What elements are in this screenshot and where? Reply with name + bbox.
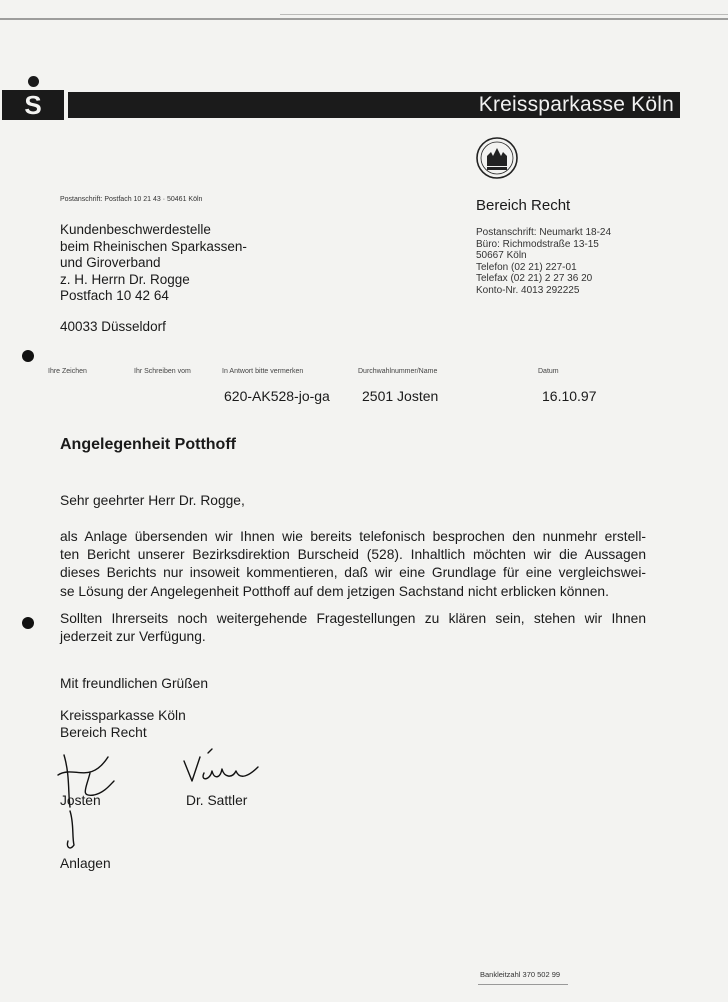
direct-dial: 2501 Josten — [362, 388, 439, 404]
scan-edge-line — [0, 18, 728, 20]
body-line: als Anlage übersenden wir Ihnen wie bereits telefonisch besprochen den nunmehr erstell- — [60, 529, 646, 544]
body-line: Sollten Ihrerseits noch weitergehende Fragestellungen zu klären sein, stehen wir Ihnen — [60, 611, 646, 626]
contact-line: Telefon (02 21) 227-01 — [476, 261, 577, 273]
our-reference: 620-AK528-jo-ga — [224, 388, 330, 404]
contact-line: Telefax (02 21) 2 27 36 20 — [476, 273, 593, 284]
contact-line: 50667 Köln — [476, 250, 527, 261]
contact-line: Postanschrift: Neumarkt 18-24 — [476, 227, 612, 238]
subject-line: Angelegenheit Potthoff — [60, 436, 236, 453]
department-title: Bereich Recht — [476, 197, 571, 214]
label-our-ref: In Antwort bitte vermerken — [222, 368, 304, 375]
recipient-line: Postfach 10 42 64 — [60, 288, 169, 303]
city-seal-icon — [475, 136, 519, 180]
bank-name: Kreissparkasse Köln — [478, 93, 674, 116]
signer-sattler: Dr. Sattler — [186, 793, 248, 808]
contact-line: Konto-Nr. 4013 292225 — [476, 284, 580, 296]
signature-sattler — [178, 745, 268, 793]
recipient-address — [60, 222, 247, 305]
body-line: jederzeit zur Verfügung. — [60, 629, 206, 645]
logo-dot — [28, 76, 39, 87]
closing: Mit freundlichen Grüßen — [60, 676, 208, 691]
sparkasse-logo-glyph: S — [24, 90, 42, 120]
letter-date: 16.10.97 — [542, 388, 597, 404]
scan-edge-line-2 — [280, 14, 728, 15]
label-direct: Durchwahlnummer/Name — [358, 368, 438, 375]
body-paragraph-2 — [60, 610, 646, 646]
body-paragraph-1 — [60, 528, 646, 601]
recipient-line: z. H. Herrn Dr. Rogge — [60, 271, 190, 287]
signature-dept: Bereich Recht — [60, 725, 147, 740]
signer-josten: Josten — [60, 793, 101, 808]
signature-org: Kreissparkasse Köln — [60, 708, 186, 723]
sender-return-line: Postanschrift: Postfach 10 21 43 · 50461 Köln — [60, 196, 203, 203]
recipient-line: Kundenbeschwerdestelle — [60, 222, 211, 237]
recipient-line: beim Rheinischen Sparkassen- — [60, 238, 247, 254]
punch-hole-mark — [22, 350, 34, 362]
punch-hole-mark — [22, 617, 34, 629]
recipient-city: 40033 Düsseldorf — [60, 319, 166, 334]
label-your-letter: Ihr Schreiben vom — [134, 368, 191, 375]
recipient-line: und Giroverband — [60, 255, 161, 270]
department-contact — [476, 227, 611, 296]
salutation: Sehr geehrter Herr Dr. Rogge, — [60, 493, 245, 508]
footer-bank-code: Bankleitzahl 370 502 99 — [480, 970, 561, 979]
contact-line: Büro: Richmodstraße 13-15 — [476, 238, 599, 250]
label-date: Datum — [538, 368, 559, 375]
footer-rule — [478, 984, 568, 985]
label-your-ref: Ihre Zeichen — [48, 368, 87, 375]
body-line: ten Bericht unserer Bezirksdirektion Burscheid (528). Inhaltlich möchten wir die Aussagen — [60, 547, 646, 563]
body-line: se Lösung der Angelegenheit Potthoff auf dem jetzigen Sachstand nicht erblicken können. — [60, 583, 609, 599]
enclosures-label: Anlagen — [60, 856, 111, 871]
body-line: dieses Berichts nur insoweit kommentieren, daß wir eine Grundlage für eine vergleichswei- — [60, 565, 646, 581]
